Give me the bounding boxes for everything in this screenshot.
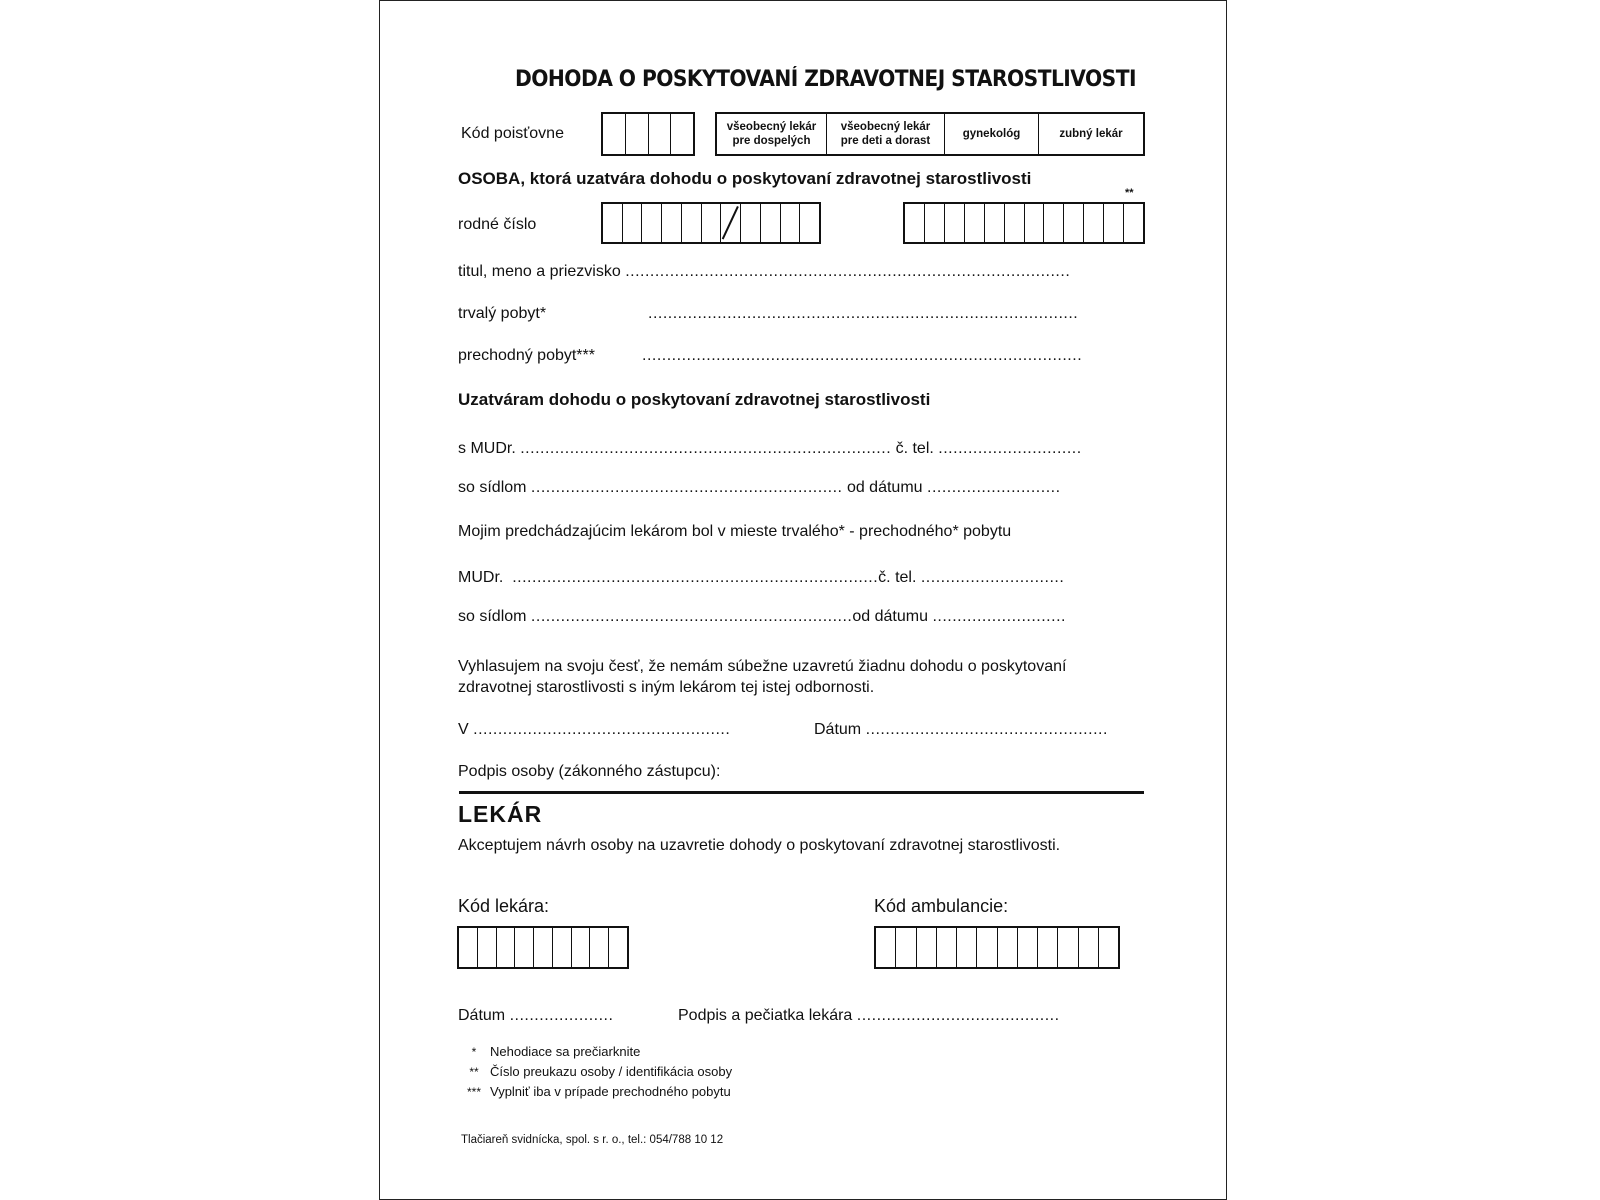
podpis-peciatka-label: Podpis a pečiatka lekára: [678, 1007, 853, 1024]
specialization-grid: [715, 112, 1145, 156]
note-item: [458, 1064, 732, 1079]
digit-box[interactable]: [761, 204, 781, 242]
spec-line: pre deti a dorast: [840, 135, 931, 147]
digit-box[interactable]: [590, 928, 609, 967]
dotted-line: .............................: [920, 569, 1065, 586]
kod-poistovne-label: Kód poisťovne: [461, 125, 564, 142]
prechodny-label: prechodný pobyt***: [458, 347, 595, 364]
digit-box[interactable]: [671, 114, 693, 154]
digit-box[interactable]: [1038, 928, 1058, 967]
spec-line: gynekológ: [962, 128, 1021, 140]
dotted-line: ...............................................................: [530, 479, 843, 496]
spec-cell-dentist[interactable]: [1039, 114, 1143, 154]
podpis-peciatka-row[interactable]: [678, 1007, 1060, 1025]
od-datumu-label: od dátumu: [852, 608, 928, 625]
note-mark: ***: [466, 1085, 481, 1099]
datum-row[interactable]: [814, 721, 1108, 739]
digit-box[interactable]: [1079, 928, 1099, 967]
dotted-line: .................................................................: [530, 608, 853, 625]
digit-box[interactable]: [623, 204, 643, 242]
digit-box[interactable]: [662, 204, 682, 242]
digit-box[interactable]: [957, 928, 977, 967]
digit-box[interactable]: [642, 204, 662, 242]
digit-box[interactable]: [534, 928, 553, 967]
kod-ambulancie-boxes[interactable]: [874, 926, 1120, 969]
double-asterisk: **: [1125, 187, 1134, 199]
trvaly-dotted-line[interactable]: .......................................................................................: [648, 305, 1079, 322]
note-text: Číslo preukazu osoby / identifikácia osoby: [490, 1064, 733, 1079]
digit-box[interactable]: [1099, 928, 1118, 967]
so-sidlom-row[interactable]: [458, 479, 1061, 497]
digit-box[interactable]: [603, 114, 626, 154]
digit-box[interactable]: [1025, 204, 1045, 242]
note-item: [458, 1084, 731, 1099]
note-text: Nehodiace sa prečiarknite: [490, 1044, 641, 1059]
dotted-line: .............................: [938, 440, 1082, 457]
note-item: [458, 1044, 640, 1059]
dotted-line: .................................................: [865, 721, 1108, 738]
spec-line: pre dospelých: [732, 135, 811, 147]
so-sidlom-prev-row[interactable]: [458, 608, 1066, 626]
digit-box[interactable]: [937, 928, 957, 967]
prechodny-dotted-line[interactable]: .........................................................................................: [642, 347, 1083, 364]
note-mark: **: [469, 1065, 479, 1079]
predchadzajuci-text: Mojim predchádzajúcim lekárom bol v mieste trvalého* - prechodného* pobytu: [458, 523, 1012, 540]
digit-box[interactable]: [741, 204, 761, 242]
s-mudr-label: s MUDr.: [458, 440, 516, 457]
digit-box[interactable]: [925, 204, 945, 242]
note-text: Vyplniť iba v prípade prechodného pobytu: [490, 1084, 731, 1099]
digit-box[interactable]: [682, 204, 702, 242]
digit-box[interactable]: [781, 204, 801, 242]
dotted-line: .........................................: [856, 1007, 1060, 1024]
spec-line: zubný lekár: [1059, 128, 1123, 140]
digit-box[interactable]: [876, 928, 896, 967]
so-sidlom-label: so sídlom: [458, 608, 527, 625]
digit-box[interactable]: [977, 928, 997, 967]
digit-box[interactable]: [609, 928, 627, 967]
digit-box[interactable]: [965, 204, 985, 242]
spec-cell-gynecologist[interactable]: [945, 114, 1039, 154]
digit-box[interactable]: [917, 928, 937, 967]
digit-box[interactable]: [905, 204, 925, 242]
id-card-boxes[interactable]: [903, 202, 1145, 244]
digit-box[interactable]: [945, 204, 965, 242]
digit-box[interactable]: [626, 114, 649, 154]
dotted-line: ..........................................................................: [512, 569, 879, 586]
so-sidlom-label: so sídlom: [458, 479, 527, 496]
dotted-line: ...........................: [927, 479, 1061, 496]
osoba-heading: OSOBA, ktorá uzatvára dohodu o poskytovaní zdravotnej starostlivosti: [458, 169, 1032, 188]
dotted-line: ...........................................................................: [520, 440, 892, 457]
podpis-osoby-label: Podpis osoby (zákonného zástupcu):: [458, 763, 721, 780]
lekar-heading: LEKÁR: [458, 801, 543, 827]
digit-box[interactable]: [515, 928, 534, 967]
vyhlasenie-line-1: Vyhlasujem na svoju česť, že nemám súbežne uzavretú žiadnu dohodu o poskytovaní: [458, 658, 1067, 675]
datum-label: Dátum: [814, 721, 862, 738]
dotted-line: ..........................................................................................: [625, 263, 1071, 280]
digit-box[interactable]: [896, 928, 916, 967]
dotted-line: ...........................: [932, 608, 1066, 625]
rodne-cislo-boxes[interactable]: [601, 202, 821, 244]
v-row[interactable]: [458, 721, 730, 739]
mudr-label: MUDr.: [458, 569, 504, 586]
dotted-line: .....................: [509, 1007, 614, 1024]
kod-ambulancie-label: Kód ambulancie:: [874, 896, 1009, 916]
digit-box[interactable]: [572, 928, 591, 967]
trvaly-label: trvalý pobyt*: [458, 305, 547, 322]
digit-box[interactable]: [497, 928, 516, 967]
digit-box[interactable]: [721, 204, 741, 242]
digit-box[interactable]: [800, 204, 819, 242]
digit-box[interactable]: [603, 204, 623, 242]
digit-box[interactable]: [1064, 204, 1084, 242]
digit-box[interactable]: [702, 204, 722, 242]
spec-cell-adult[interactable]: [717, 114, 827, 154]
slash-divider: [722, 206, 739, 239]
kod-lekara-boxes[interactable]: [457, 926, 629, 969]
form-page: [379, 0, 1227, 1200]
akceptujem-text: Akceptujem návrh osoby na uzavretie dohody o poskytovaní zdravotnej starostlivosti.: [458, 837, 1061, 854]
printer-info: Tlačiareň svidnícka, spol. s r. o., tel.: 054/788 10 12: [461, 1134, 724, 1146]
c-tel-label: č. tel.: [895, 440, 934, 457]
dotted-line: ....................................................: [473, 721, 731, 738]
digit-box[interactable]: [1018, 928, 1038, 967]
form-title: DOHODA O POSKYTOVANÍ ZDRAVOTNEJ STAROSTLIVOSTI: [515, 67, 1136, 92]
od-datumu-label: od dátumu: [846, 479, 923, 496]
datum-label: Dátum: [458, 1007, 506, 1024]
v-label: V: [458, 721, 469, 738]
digit-box[interactable]: [478, 928, 497, 967]
digit-box[interactable]: [1044, 204, 1064, 242]
digit-box[interactable]: [998, 928, 1018, 967]
digit-box[interactable]: [1104, 204, 1124, 242]
digit-box[interactable]: [985, 204, 1005, 242]
kod-lekara-label: Kód lekára:: [458, 896, 550, 916]
s-mudr-row[interactable]: [458, 440, 1082, 458]
titul-label: titul, meno a priezvisko: [458, 263, 621, 280]
rodne-cislo-label: rodné číslo: [458, 216, 537, 233]
spec-line: všeobecný lekár: [840, 121, 931, 133]
digit-box[interactable]: [1124, 204, 1143, 242]
mudr-row[interactable]: [458, 569, 1064, 587]
digit-box[interactable]: [1058, 928, 1078, 967]
note-mark: *: [471, 1045, 477, 1059]
spec-cell-children[interactable]: [827, 114, 945, 154]
c-tel-label: č. tel.: [878, 569, 917, 586]
spec-line: všeobecný lekár: [726, 121, 817, 133]
digit-box[interactable]: [1005, 204, 1025, 242]
digit-box[interactable]: [1084, 204, 1104, 242]
digit-box[interactable]: [649, 114, 672, 154]
vyhlasenie-line-2: zdravotnej starostlivosti s iným lekárom tej istej odbornosti.: [458, 679, 875, 696]
lekar-datum-row[interactable]: [458, 1007, 613, 1025]
kod-poistovne-boxes[interactable]: [601, 112, 695, 156]
uzatvaram-heading: Uzatváram dohodu o poskytovaní zdravotnej starostlivosti: [458, 390, 931, 409]
digit-box[interactable]: [459, 928, 478, 967]
digit-box[interactable]: [553, 928, 572, 967]
section-divider: [459, 791, 1144, 794]
titul-row[interactable]: [458, 263, 1070, 281]
